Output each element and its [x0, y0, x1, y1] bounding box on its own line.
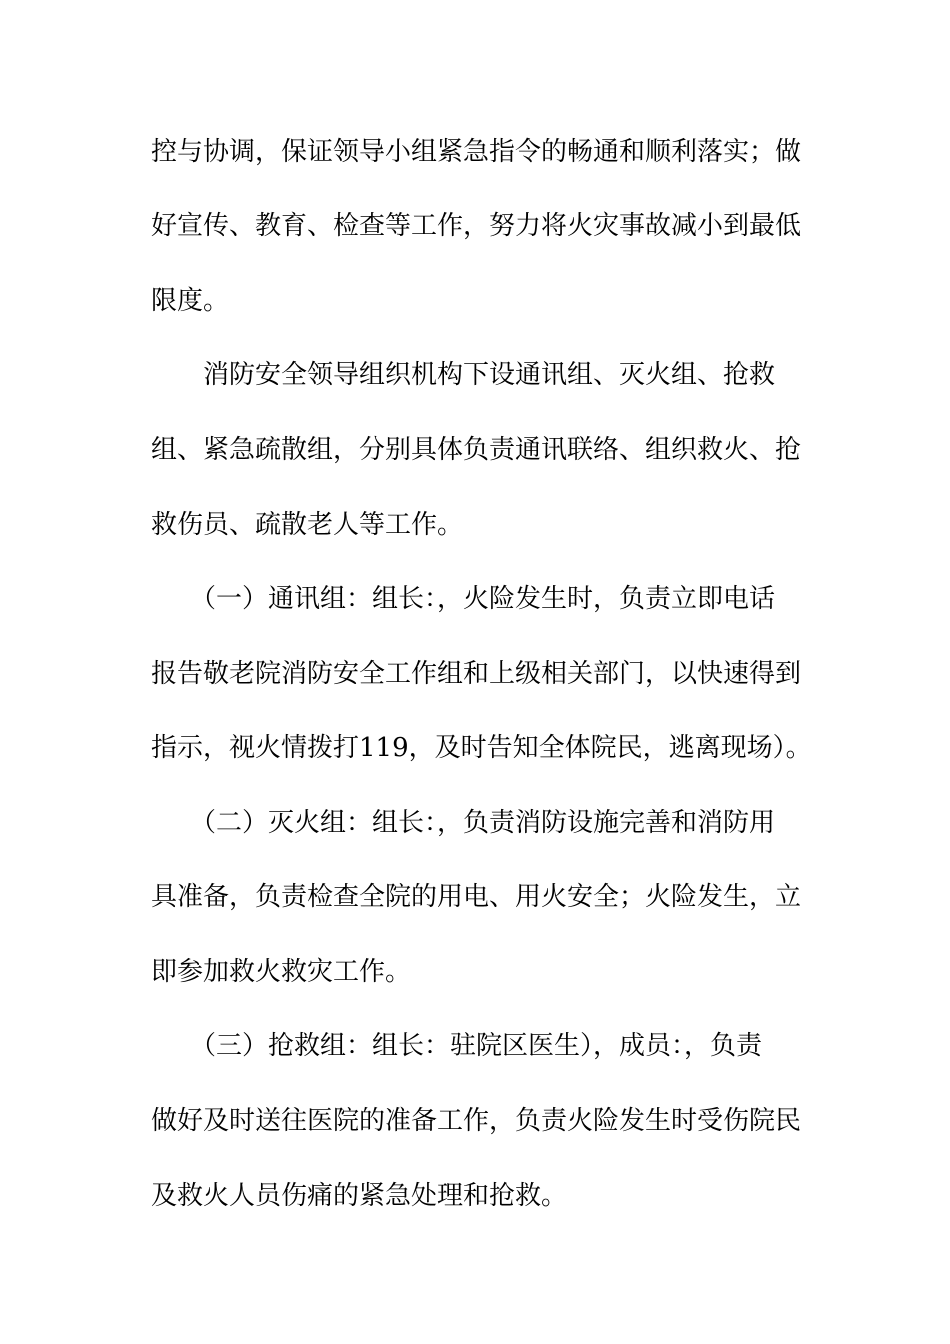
- text-line: 救伤员、疏散老人等工作。: [151, 510, 464, 540]
- text-line: 好宣传、教育、检查等工作，努力将火灾事故减小到最低: [151, 211, 802, 241]
- text-line: 限度。: [151, 286, 230, 316]
- text-line: 即参加救火救灾工作。: [151, 957, 412, 987]
- text-line: 具准备，负责检查全院的用电、用火安全；火险发生，立: [151, 882, 802, 912]
- text-line: （三）抢救组：组长：驻院区医生），成员：，负责: [151, 1031, 763, 1061]
- text-line: （二）灭火组：组长：，负责消防设施完善和消防用: [151, 808, 776, 838]
- text-line: 指示，视火情拨打119，及时告知全体院民，逃离现场）。: [151, 733, 812, 763]
- text-line: 消防安全领导组织机构下设通讯组、灭火组、抢救: [151, 360, 776, 390]
- text-line: 控与协调，保证领导小组紧急指令的畅通和顺利落实；做: [151, 137, 802, 167]
- text-line: 做好及时送往医院的准备工作，负责火险发生时受伤院民: [151, 1106, 802, 1136]
- text-line: 组、紧急疏散组，分别具体负责通讯联络、组织救火、抢: [151, 435, 802, 465]
- text-line: 报告敬老院消防安全工作组和上级相关部门，以快速得到: [151, 659, 802, 689]
- text-line: （一）通讯组：组长：，火险发生时，负责立即电话: [151, 584, 776, 614]
- text-line: 及救火人员伤痛的紧急处理和抢救。: [151, 1181, 568, 1211]
